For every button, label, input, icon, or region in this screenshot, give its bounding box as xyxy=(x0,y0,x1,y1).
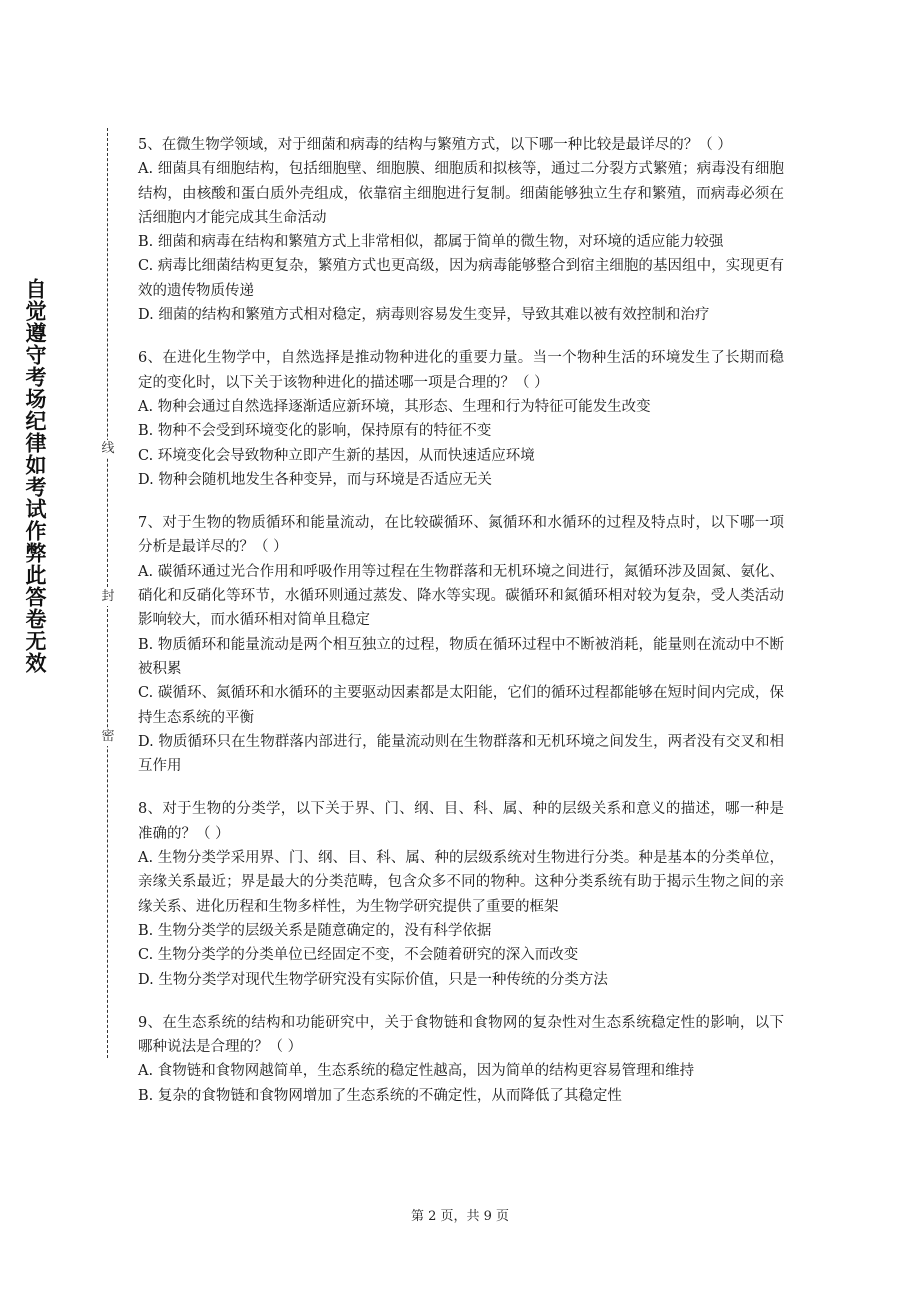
option-a: A. 物种会通过自然选择逐渐适应新环境，其形态、生理和行为特征可能发生改变 xyxy=(138,398,651,415)
question-stem: 6、在进化生物学中，自然选择是推动物种进化的重要力量。当一个物种生活的环境发生了长期而稳定的变化时，以下关于该物种进化的描述哪一项是合理的？（ ） xyxy=(138,350,784,391)
question-stem: 9、在生态系统的结构和功能研究中，关于食物链和食物网的复杂性对生态系统稳定性的影响，以下哪种说法是合理的？（ ） xyxy=(138,1014,784,1056)
page-number: 第 2 页，共 9 页 xyxy=(410,1209,510,1224)
question-9 xyxy=(138,1011,784,1108)
question-8 xyxy=(138,797,784,991)
option-d: D. 生物分类学对现代生物学研究没有实际价值，只是一种传统的分类方法 xyxy=(138,971,608,988)
question-stem: 5、在微生物学领域，对于细菌和病毒的结构与繁殖方式，以下哪一种比较是最详尽的？（ ） xyxy=(138,137,732,153)
option-a: A. 生物分类学采用界、门、纲、目、科、属、种的层级系统对生物进行分类。种是基本的分类单位，亲缘关系最近；界是最大的分类范畴，包含众多不同的物种。这种分类系统有助于揭示生物之间的亲缘关系、进化历程和生物多样性，为生物学研究提供了重要的框架 xyxy=(138,850,784,915)
question-6 xyxy=(138,346,784,492)
option-b: B. 物质循环和能量流动是两个相互独立的过程，物质在循环过程中不断被消耗，能量则在流动中不断被积累 xyxy=(138,636,784,677)
question-stem: 8、对于生物的分类学，以下关于界、门、纲、目、科、属、种的层级关系和意义的描述，哪一种是准确的？（ ） xyxy=(138,801,784,842)
option-b: B. 生物分类学的层级关系是随意确定的，没有科学依据 xyxy=(138,922,492,939)
option-c: C. 碳循环、氮循环和水循环的主要驱动因素都是太阳能，它们的循环过程都能够在短时间内完成，保持生态系统的平衡 xyxy=(138,685,784,726)
option-b: B. 细菌和病毒在结构和繁殖方式上非常相似，都属于简单的微生物，对环境的适应能力较强 xyxy=(138,234,724,251)
option-a: A. 碳循环通过光合作用和呼吸作用等过程在生物群落和无机环境之间进行，氮循环涉及固氮、氨化、硝化和反硝化等环节，水循环则通过蒸发、降水等实现。碳循环和氮循环相对较为复杂，受人类活动影响较大，而水循环相对简单且稳定 xyxy=(138,563,784,629)
seal-char-mi: 密 xyxy=(99,728,117,746)
option-c: C. 生物分类学的分类单位已经固定不变，不会随着研究的深入而改变 xyxy=(138,947,579,964)
question-7 xyxy=(138,511,784,778)
seal-char-feng: 封 xyxy=(99,588,117,606)
option-c: C. 病毒比细菌结构更复杂，繁殖方式也更高级，因为病毒能够整合到宿主细胞的基因组中，实现更有效的遗传物质传递 xyxy=(138,258,784,299)
option-a: A. 食物链和食物网越简单，生态系统的稳定性越高，因为简单的结构更容易管理和维持 xyxy=(138,1063,695,1080)
seal-char-xian: 线 xyxy=(99,440,117,458)
option-d: D. 细菌的结构和繁殖方式相对稳定，病毒则容易发生变异，导致其难以被有效控制和治疗 xyxy=(138,307,710,324)
option-d: D. 物质循环只在生物群落内部进行，能量流动则在生物群落和无机环境之间发生，两者没有交叉和相互作用 xyxy=(138,733,784,775)
option-d: D. 物种会随机地发生各种变异，而与环境是否适应无关 xyxy=(138,471,492,488)
option-c: C. 环境变化会导致物种立即产生新的基因，从而快速适应环境 xyxy=(138,447,535,464)
exam-discipline-notice: 自觉遵守考场纪律如考试作弊此答卷无效 xyxy=(23,278,47,674)
question-list xyxy=(138,133,784,1127)
option-a: A. 细菌具有细胞结构，包括细胞壁、细胞膜、细胞质和拟核等，通过二分裂方式繁殖；病毒没有细胞结构，由核酸和蛋白质外壳组成，依靠宿主细胞进行复制。细菌能够独立生存和繁殖，而病毒必须在活细胞内才能完成其生命活动 xyxy=(138,161,784,226)
question-stem: 7、对于生物的物质循环和能量流动，在比较碳循环、氮循环和水循环的过程及特点时，以下哪一项分析是最详尽的？（ ） xyxy=(138,515,784,556)
option-b: B. 复杂的食物链和食物网增加了生态系统的不确定性，从而降低了其稳定性 xyxy=(138,1087,622,1104)
option-b: B. 物种不会受到环境变化的影响，保持原有的特征不变 xyxy=(138,423,492,440)
question-5 xyxy=(138,133,784,327)
